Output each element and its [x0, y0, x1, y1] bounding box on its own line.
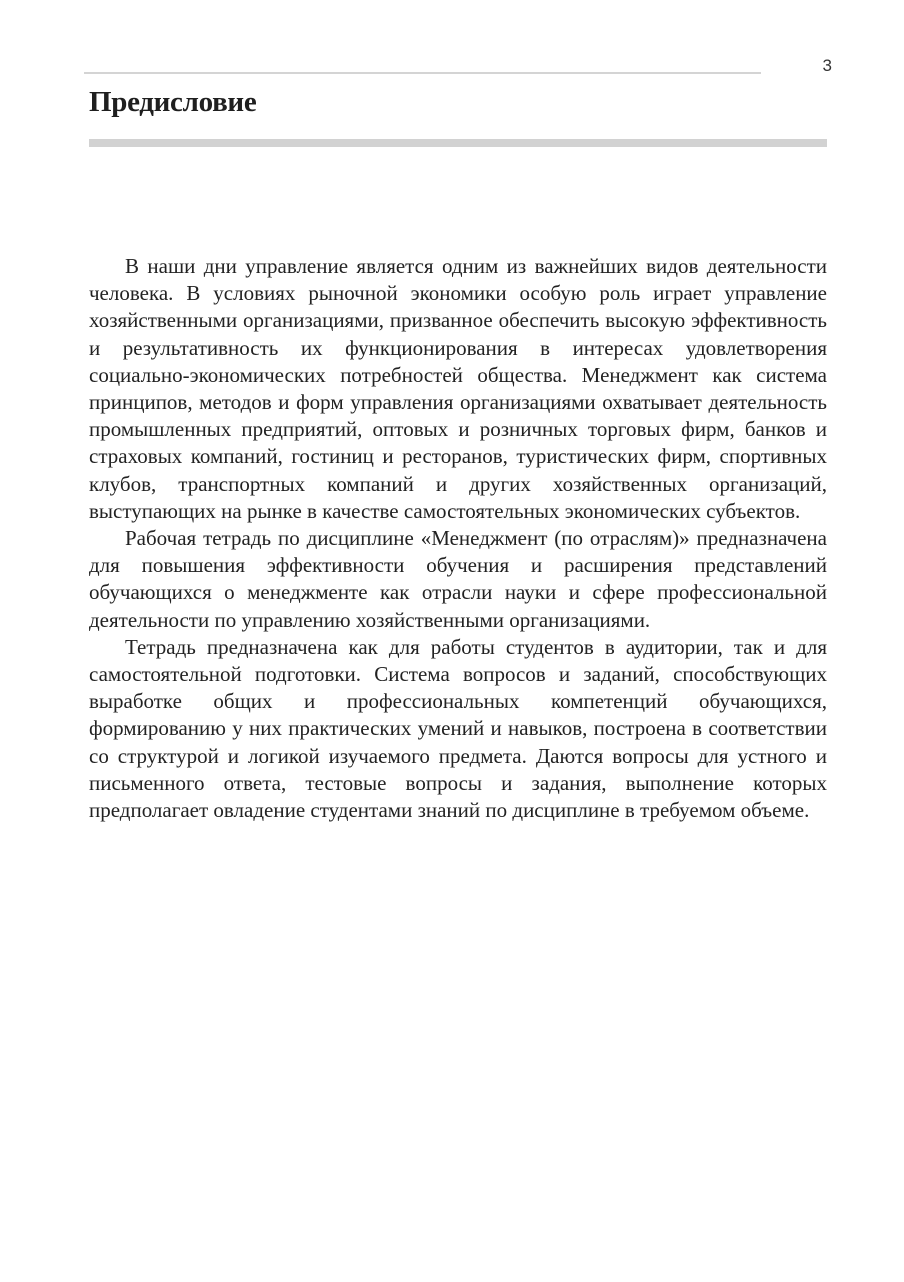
header-rule: [84, 72, 761, 74]
title-underline-bar: [89, 139, 827, 147]
body-text: [89, 253, 827, 824]
paragraph: Рабочая тетрадь по дисциплине «Менеджмент (по отраслям)» предназначена для повышения эффективности обучения и расширения представлений обучающихся о менеджменте как отрасли науки и сфере профессиональной деятельности по управлению хозяйственными организациями.: [89, 526, 827, 632]
paragraph: Тетрадь предназначена как для работы студентов в аудитории, так и для самостоятельной подготовки. Система вопросов и заданий, способствующих выработке общих и профессиональных компетенций обучающихся, формированию у них практических умений и навыков, построена в соответствии со структурой и логикой изучаемого предмета. Даются вопросы для устного и письменного ответа, тестовые вопросы и задания, выполнение которых предполагает овладение студентами знаний по дисциплине в требуемом объеме.: [89, 634, 827, 823]
paragraph: В наши дни управление является одним из важнейших видов деятельности человека. В условиях рыночной экономики особую роль играет управление хозяйственными организациями, призванное обеспечить высокую эффективность и результативность их функционирования в интересах удовлетворения социально-экономических потребностей общества. Менеджмент как система принципов, методов и форм управления организациями охватывает деятельность промышленных предприятий, оптовых и розничных торговых фирм, банков и страховых компаний, гостиниц и ресторанов, туристических фирм, спортивных клубов, транспортных компаний и других хозяйственных организаций, выступающих на рынке в качестве самостоятельных экономических субъектов.: [89, 254, 827, 523]
chapter-title: Предисловие: [89, 86, 257, 118]
page-number: 3: [822, 56, 832, 75]
